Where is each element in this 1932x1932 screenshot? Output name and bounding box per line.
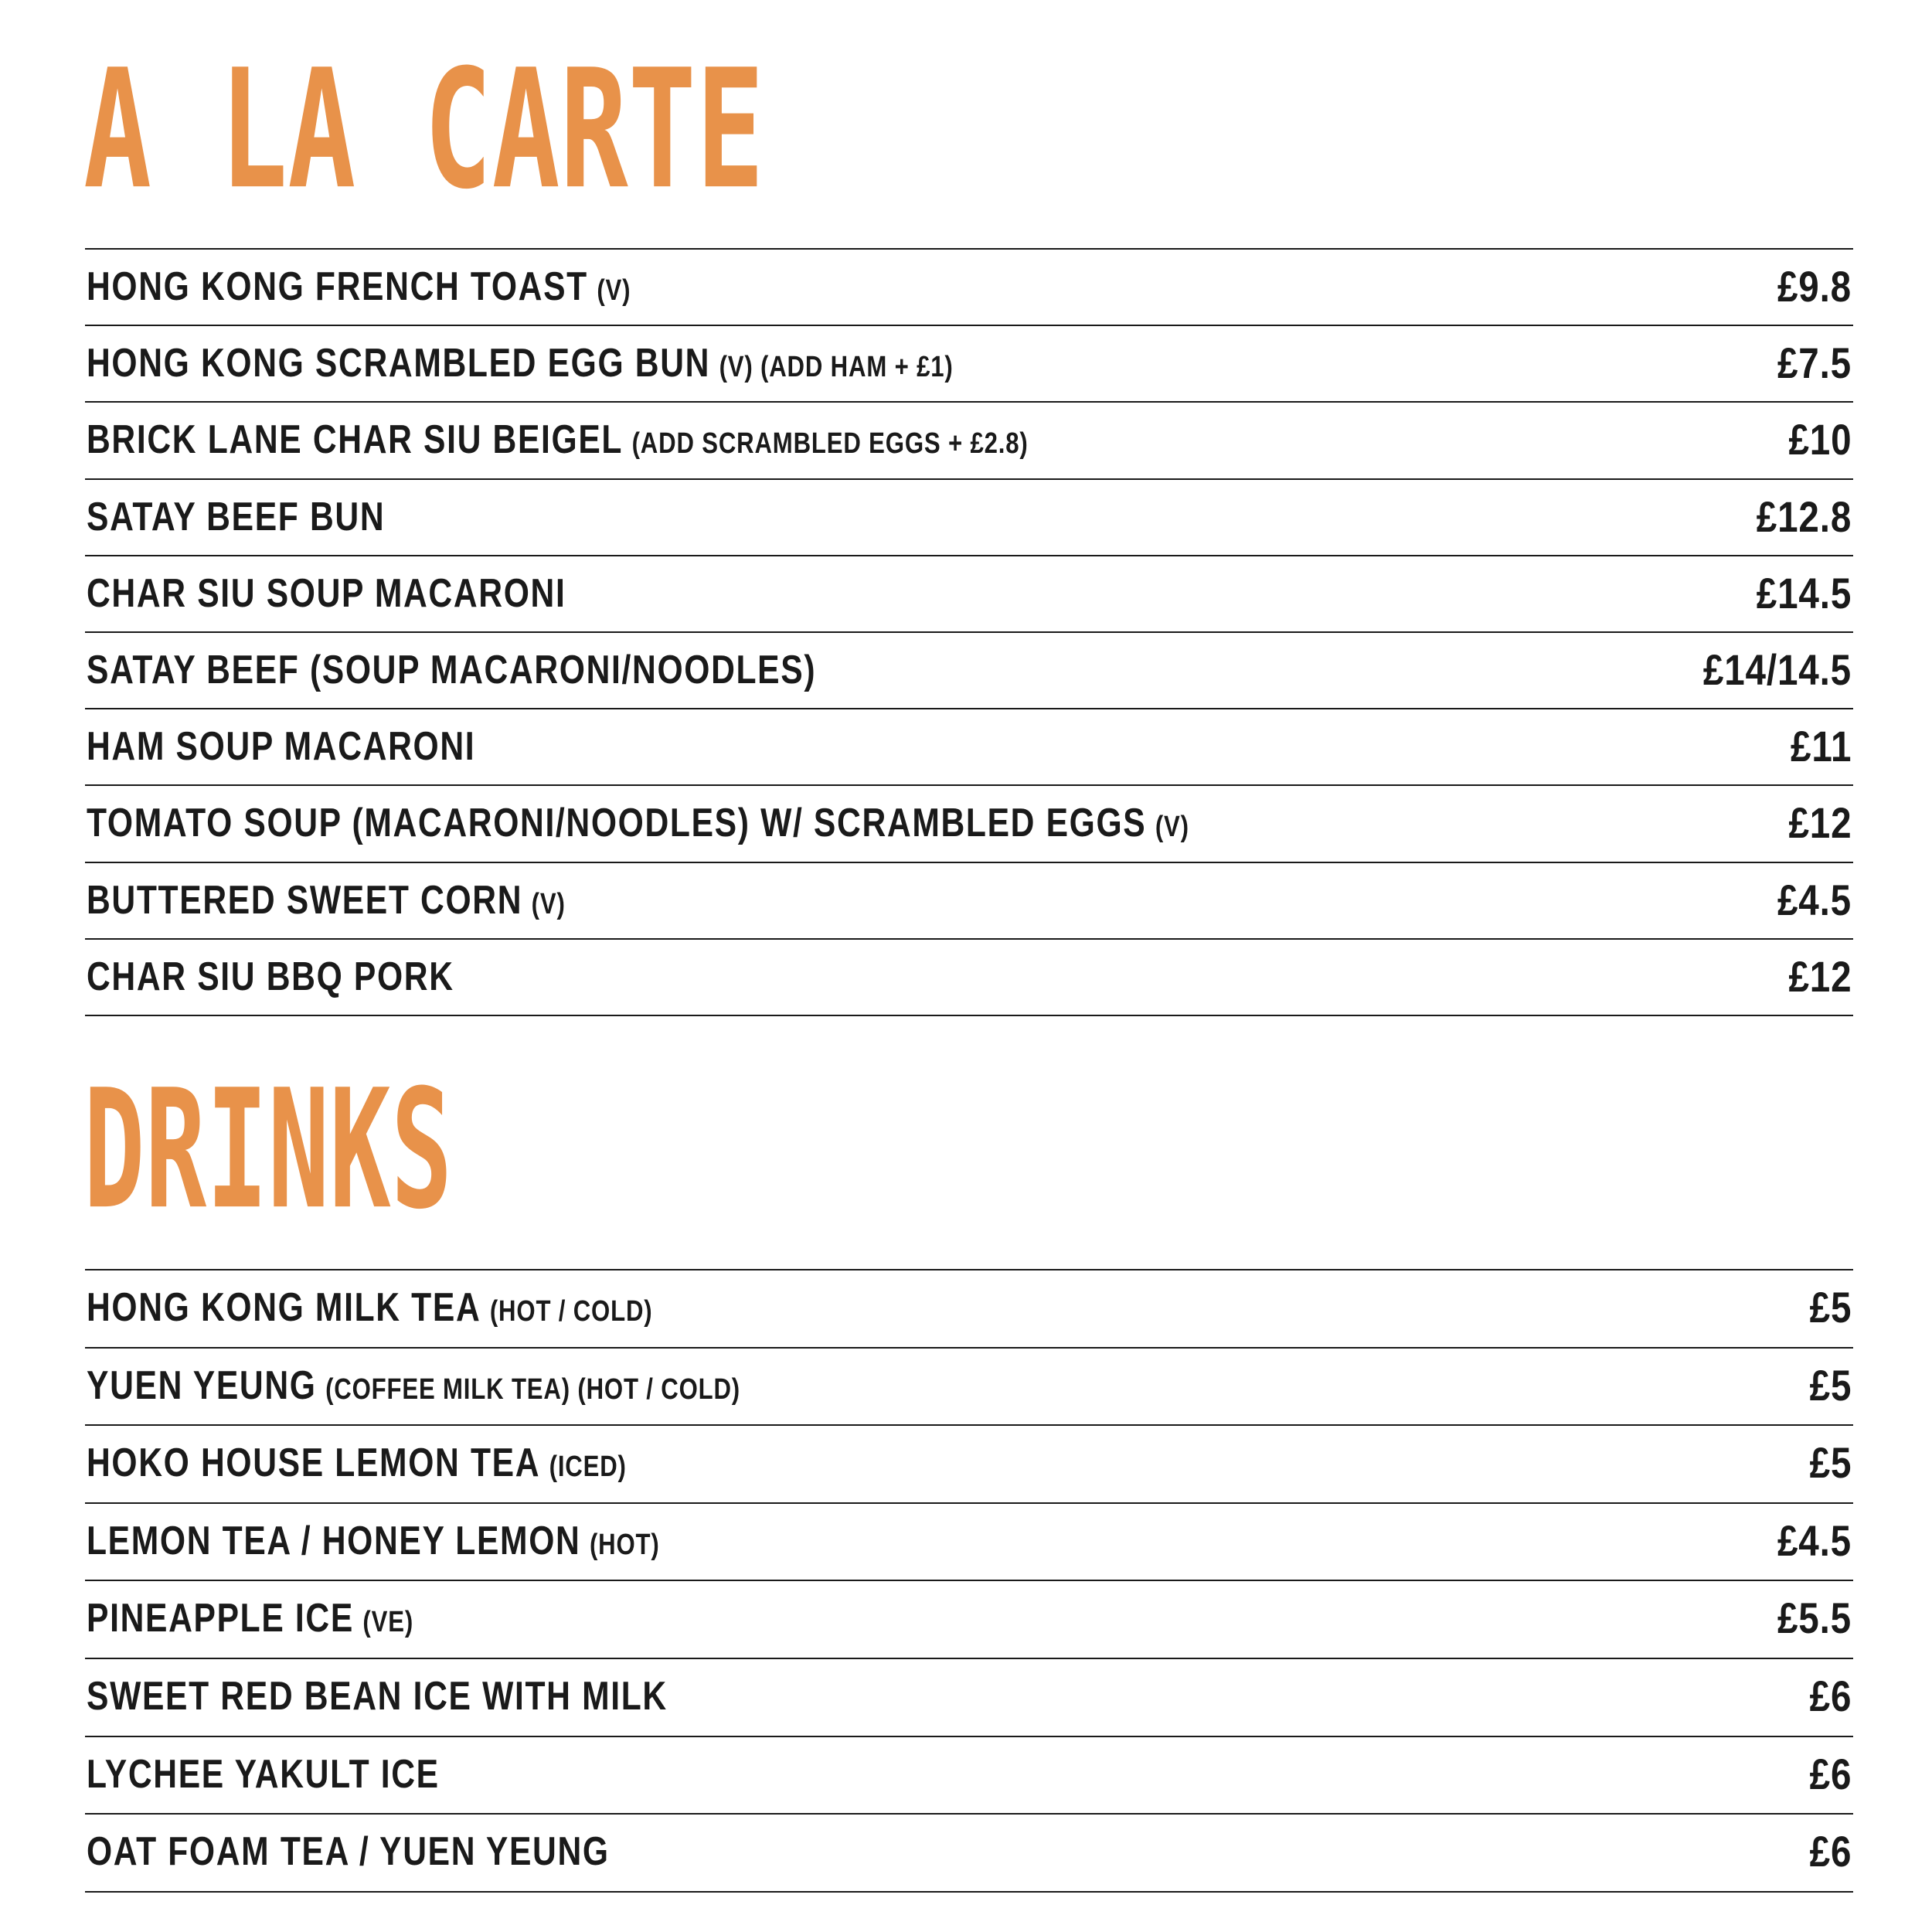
item-name <box>87 341 954 386</box>
menu-row <box>85 1270 1853 1349</box>
section-heading-a-la-carte: A LA CARTE <box>83 34 764 226</box>
item-price: £12.8 <box>1756 492 1852 541</box>
menu-row <box>85 556 1853 633</box>
section-heading-drinks: DRINKS <box>83 1054 453 1246</box>
item-label: HONG KONG FRENCH TOAST <box>87 264 588 309</box>
item-note: (ADD SCRAMBLED EGGS + £2.8) <box>631 427 1029 461</box>
item-note: (V) (ADD HAM + £1) <box>719 351 954 384</box>
item-label: CHAR SIU BBQ PORK <box>87 954 454 999</box>
item-price: £5 <box>1809 1283 1852 1332</box>
item-price: £7.5 <box>1777 338 1852 388</box>
item-name <box>87 494 394 539</box>
item-name <box>87 1596 414 1641</box>
menu-row <box>85 250 1853 326</box>
item-price: £6 <box>1809 1671 1852 1720</box>
menu-row <box>85 940 1853 1016</box>
item-label: HONG KONG SCRAMBLED EGG BUN <box>87 341 711 386</box>
menu-row <box>85 786 1853 862</box>
drinks-list <box>85 1269 1853 1893</box>
item-name <box>87 724 485 770</box>
item-note: (V) <box>531 887 566 920</box>
item-note: (ICED) <box>549 1451 627 1484</box>
menu-row <box>85 1504 1853 1582</box>
item-label: SWEET RED BEAN ICE WITH MILK <box>87 1673 668 1719</box>
item-label: HOKO HOUSE LEMON TEA <box>87 1440 541 1486</box>
menu-row <box>85 709 1853 786</box>
item-name <box>87 954 463 999</box>
item-note: (V) <box>597 274 631 307</box>
menu-row <box>85 863 1853 940</box>
item-price: £10 <box>1788 415 1852 464</box>
item-price: £14.5 <box>1756 568 1852 617</box>
item-name <box>87 417 1029 463</box>
item-note: (VE) <box>362 1606 414 1639</box>
item-price: £12 <box>1788 951 1852 1001</box>
menu-row <box>85 480 1853 556</box>
item-price: £4.5 <box>1777 875 1852 924</box>
item-label: HONG KONG MILK TEA <box>87 1285 481 1330</box>
item-note: (HOT / COLD) <box>489 1295 653 1328</box>
menu-row <box>85 1659 1853 1737</box>
item-name <box>87 1287 652 1328</box>
menu-row <box>85 1349 1853 1427</box>
item-label: PINEAPPLE ICE <box>87 1596 354 1641</box>
item-name <box>87 801 1189 846</box>
item-label: CHAR SIU SOUP MACARONI <box>87 570 566 616</box>
item-price: £5 <box>1809 1438 1852 1488</box>
item-label: SATAY BEEF (SOUP MACARONI/NOODLES) <box>87 647 817 692</box>
item-name <box>87 1829 618 1875</box>
menu-row <box>85 633 1853 709</box>
item-label: OAT FOAM TEA / YUEN YEUNG <box>87 1829 610 1875</box>
menu-row <box>85 1581 1853 1659</box>
item-price: £12 <box>1788 798 1852 848</box>
item-label: SATAY BEEF BUN <box>87 494 386 539</box>
item-label: LEMON TEA / HONEY LEMON <box>87 1518 581 1563</box>
item-price: £4.5 <box>1777 1515 1852 1565</box>
item-name <box>87 1518 660 1563</box>
item-label: HAM SOUP MACARONI <box>87 724 476 770</box>
item-name <box>87 570 575 616</box>
item-price: £11 <box>1790 722 1852 771</box>
item-name <box>87 1751 448 1797</box>
item-note: (V) <box>1155 811 1189 844</box>
item-note: (HOT) <box>589 1528 660 1561</box>
item-label: BUTTERED SWEET CORN <box>87 877 523 923</box>
menu-row <box>85 1815 1853 1893</box>
item-name <box>87 877 566 923</box>
item-label: TOMATO SOUP (MACARONI/NOODLES) W/ SCRAMBLED EGGS <box>87 801 1147 846</box>
item-price: £9.8 <box>1777 262 1852 311</box>
menu-row <box>85 403 1853 479</box>
item-name <box>87 1440 627 1486</box>
item-price: £14/14.5 <box>1702 645 1852 694</box>
item-label: BRICK LANE CHAR SIU BEIGEL <box>87 417 624 463</box>
item-name <box>87 1673 676 1719</box>
item-price: £6 <box>1809 1827 1852 1876</box>
item-note: (COFFEE MILK TEA) (HOT / COLD) <box>325 1372 741 1406</box>
item-price: £6 <box>1809 1749 1852 1798</box>
item-price: £5.5 <box>1777 1594 1852 1643</box>
item-price: £5 <box>1809 1360 1852 1410</box>
menu-row <box>85 326 1853 403</box>
item-label: YUEN YEUNG <box>87 1362 317 1408</box>
menu-row <box>85 1426 1853 1504</box>
a-la-carte-list <box>85 248 1853 1016</box>
menu-row <box>85 1737 1853 1815</box>
item-label: LYCHEE YAKULT ICE <box>87 1751 440 1797</box>
item-name <box>87 647 825 692</box>
item-name <box>87 1362 741 1408</box>
item-name <box>87 264 631 309</box>
